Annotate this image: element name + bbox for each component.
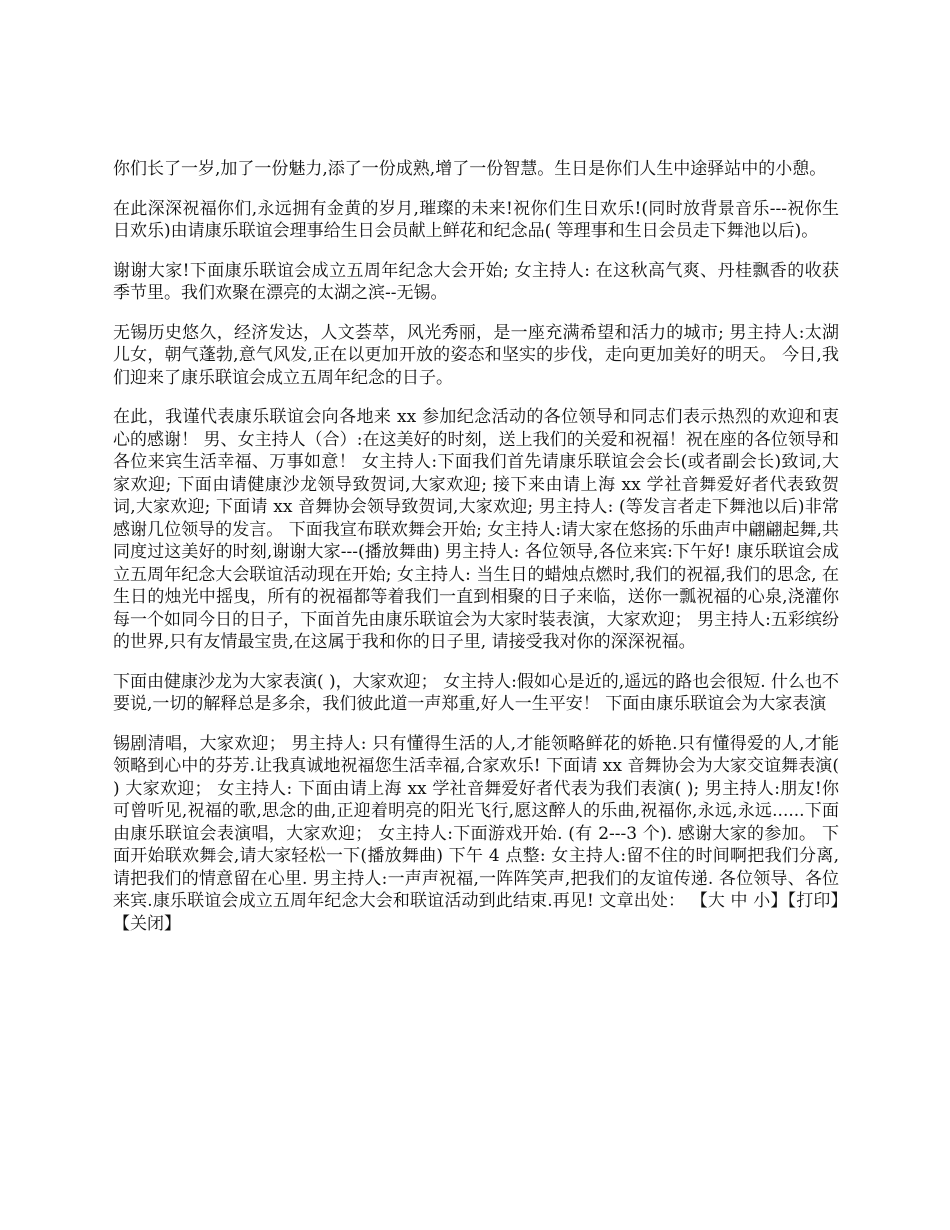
paragraph: 下面由健康沙龙为大家表演( )，大家欢迎； 女主持人:假如心是近的,遥远的路也会很短. 什么也不要说,一切的解释总是多余，我们彼此道一声郑重,好人一生平安！ 下面由康乐联谊会为大家表演	[113, 671, 840, 714]
paragraph: 谢谢大家!下面康乐联谊会成立五周年纪念大会开始; 女主持人: 在这秋高气爽、丹桂飘香的收获季节里。我们欢聚在漂亮的太湖之滨--无锡。	[113, 260, 839, 303]
paragraph: 在此深深祝福你们,永远拥有金黄的岁月,璀璨的未来!祝你们生日欢乐!(同时放背景音乐---祝你生日欢乐)由请康乐联谊会理事给生日会员献上鲜花和纪念品( 等理事和生日会员走下舞池以后)。	[113, 198, 839, 241]
paragraph: 无锡历史悠久，经济发达，人文荟萃，风光秀丽，是一座充满希望和活力的城市; 男主持人:太湖儿女，朝气蓬勃,意气风发,正在以更加开放的姿态和坚实的步伐，走向更加美好的明天。 今日,我们迎来了康乐联谊会成立五周年纪念的日子。	[113, 322, 839, 388]
paragraph: 锡剧清唱，大家欢迎； 男主持人: 只有懂得生活的人,才能领略鲜花的娇艳.只有懂得爱的人,才能领略到心中的芬芳.让我真诚地祝福您生活幸福,合家欢乐! 下面请 xx 音舞协会为大家交谊舞表演( ) 大家欢迎； 女主持人: 下面由请上海 xx 学社音舞爱好者代表为我们表演( ); 男主持人:朋友!你可曾听见,祝福的歌,思念的曲,正迎着明亮的阳光飞行,愿这醉人的乐曲,祝福你,永远,永远......下面由康乐联谊会表演唱，大家欢迎； 女主持人:下面游戏开始. (有 2---3 个). 感谢大家的参加。 下面开始联欢舞会,请大家轻松一下(播放舞曲) 下午 4 点整: 女主持人:留不住的时间啊把我们分离,请把我们的情意留在心里. 男主持人:一声声祝福,一阵阵笑声,把我们的友谊传递. 各位领导、各位来宾.康乐联谊会成立五周年纪念大会和联谊活动到此结束.再见! 文章出处： 【大 中 小】【打印】【关闭】	[113, 733, 839, 934]
paragraph: 你们长了一岁,加了一份魅力,添了一份成熟,增了一份智慧。生日是你们人生中途驿站中的小憩。	[113, 159, 827, 179]
paragraph: 在此，我谨代表康乐联谊会向各地来 xx 参加纪念活动的各位领导和同志们表示热烈的欢迎和衷心的感谢！ 男、女主持人（合）:在这美好的时刻，送上我们的关爱和祝福！祝在座的各位领导和各位来宾生活幸福、万事如意！ 女主持人:下面我们首先请康乐联谊会会长(或者副会长)致词,大家欢迎; 下面由请健康沙龙领导致贺词,大家欢迎; 接下来由请上海 xx 学社音舞爱好者代表致贺词,大家欢迎; 下面请 xx 音舞协会领导致贺词,大家欢迎; 男主持人: (等发言者走下舞池以后)非常感谢几位领导的发言。 下面我宣布联欢舞会开始; 女主持人:请大家在悠扬的乐曲声中翩翩起舞,共同度过这美好的时刻,谢谢大家---(播放舞曲) 男主持人: 各位领导,各位来宾:下午好! 康乐联谊会成立五周年纪念大会联谊活动现在开始; 女主持人: 当生日的蜡烛点燃时,我们的祝福,我们的思念, 在生日的烛光中摇曳，所有的祝福都等着我们一直到相聚的日子来临，送你一瓢祝福的心泉,浇灌你每一个如同今日的日子，下面首先由康乐联谊会为大家时装表演，大家欢迎； 男主持人:五彩缤纷的世界,只有友情最宝贵,在这属于我和你的日子里, 请接受我对你的深深祝福。	[113, 407, 839, 652]
document-body	[113, 158, 839, 952]
